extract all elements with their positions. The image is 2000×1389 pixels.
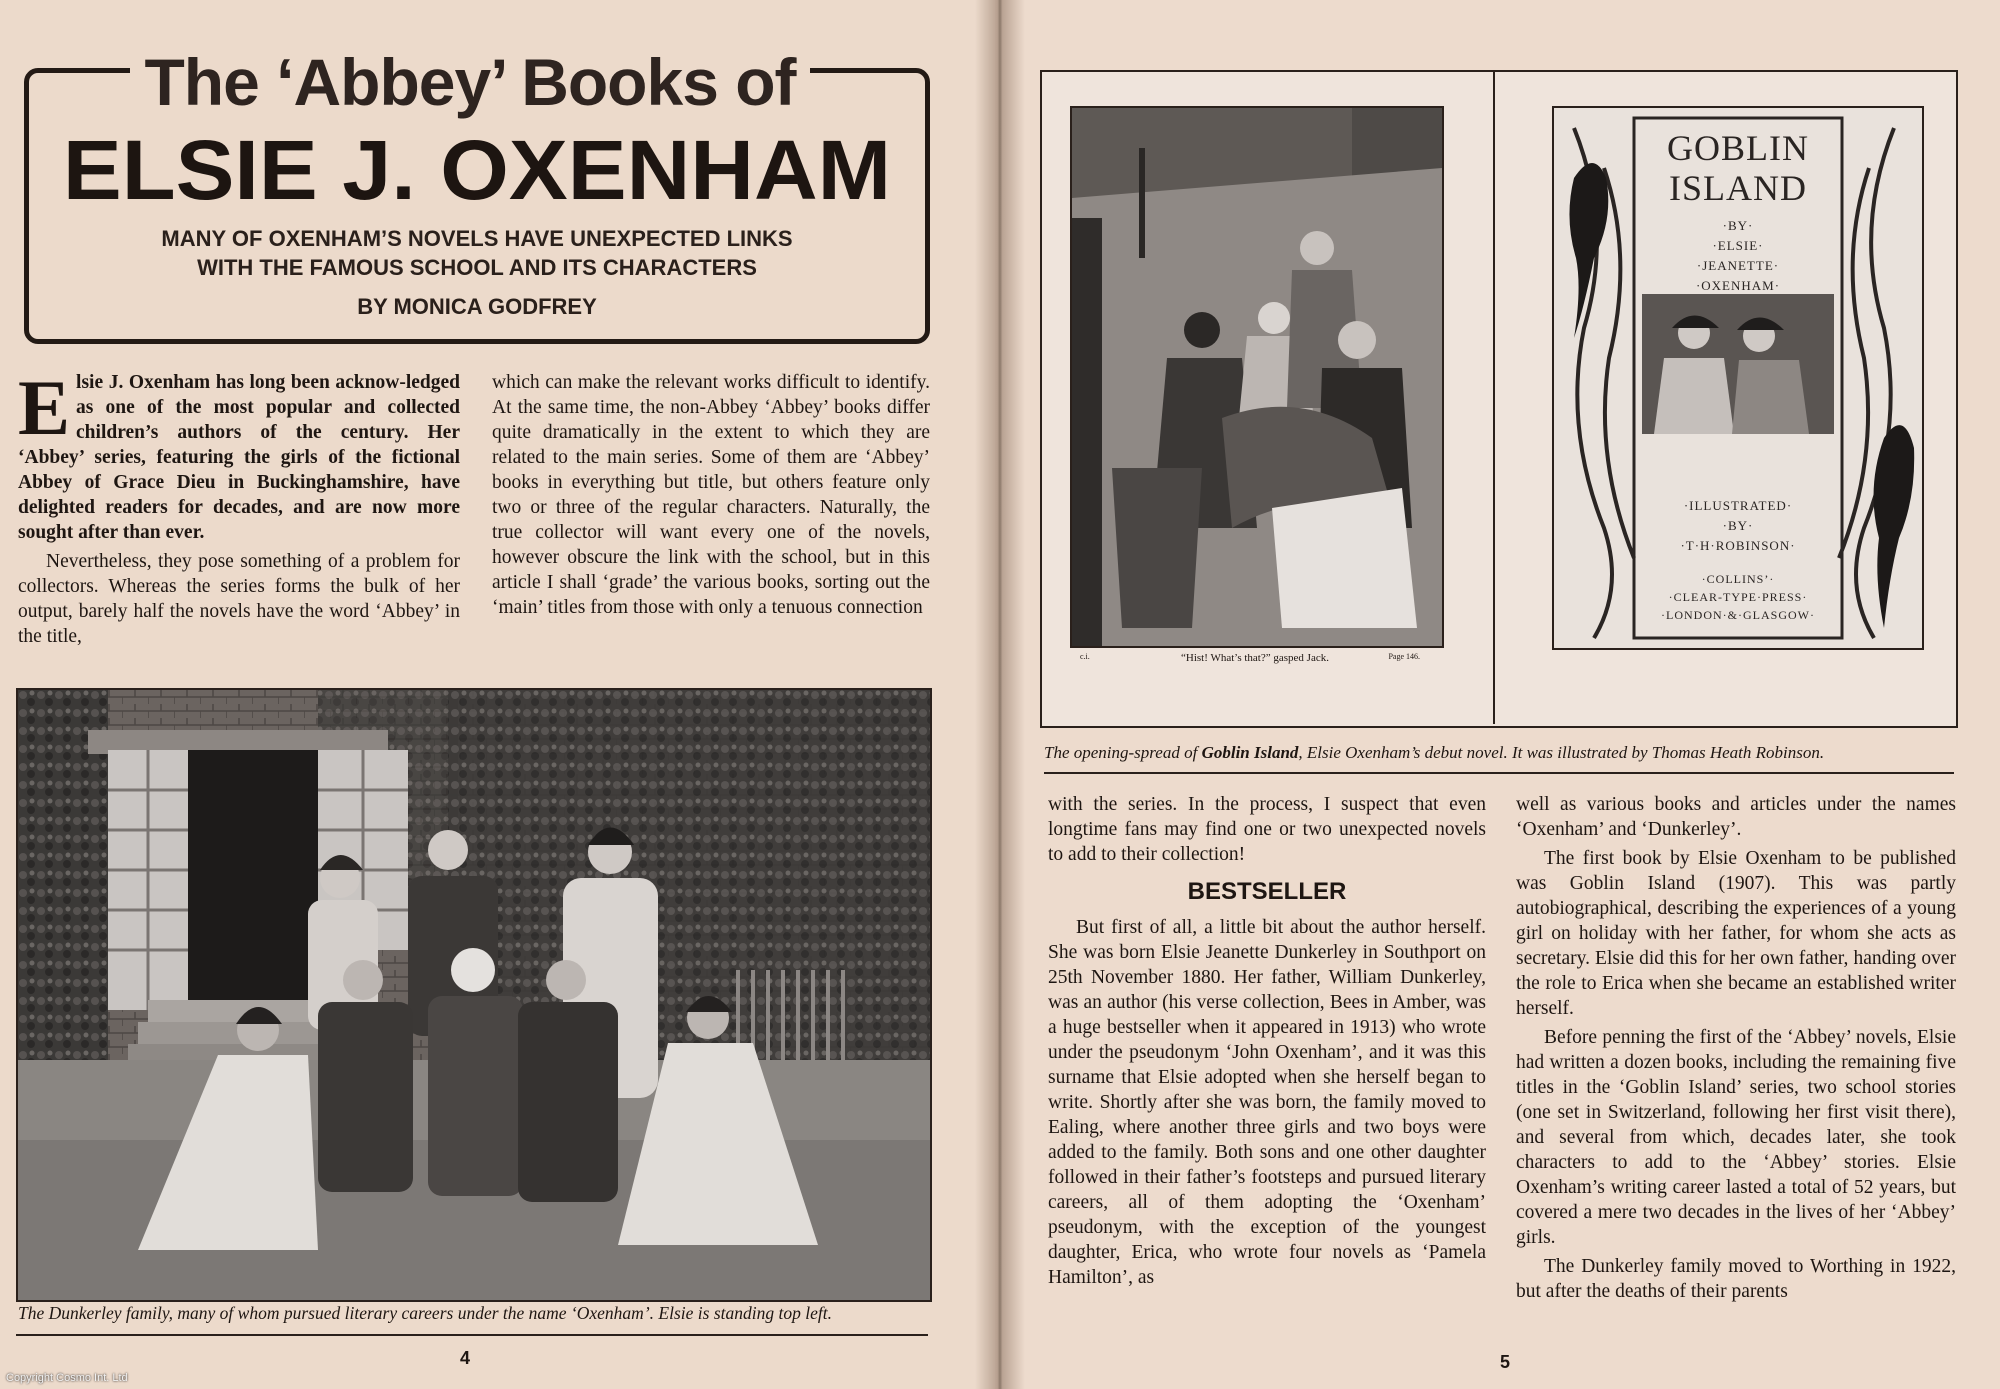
standfirst-line-1: MANY OF OXENHAM’S NOVELS HAVE UNEXPECTED LINKS [161,226,793,251]
book-illustrated-by: ·BY· [1722,518,1754,533]
paragraph: Before penning the first of the ‘Abbey’ novels, Elsie had written a dozen books, including the remaining five titles in the ‘Goblin Island’ series, two school stories (one set in Switzerland, following her first visit there), and several from which, decades later, she took characters to add to the ‘Abbey’ stories. Elsie Oxenham’s writing career lasted a total of 52 years, but covered a mere two decades in the lives of her ‘Abbey’ girls. [1516,1027,1956,1248]
drop-cap: E [18,364,71,451]
title-line-1: The ‘Abbey’ Books of [130,40,810,124]
book-by: ·BY· [1722,218,1754,233]
book-publisher-line-2: ·CLEAR-TYPE·PRESS· [1668,590,1808,604]
plate-mark-right: Page 146. [1388,652,1420,661]
caption-rule [1044,772,1954,774]
paragraph: The Dunkerley family moved to Worthing in 1922, but after the deaths of their parents [1516,1256,1956,1302]
spread-caption-text-end: , Elsie Oxenham’s debut novel. It was illustrated by Thomas Heath Robinson. [1298,743,1825,762]
book-publisher [1634,570,1842,624]
standfirst [24,224,930,282]
footer-rule [16,1334,928,1336]
illustration-image [1072,108,1442,646]
frame-divider [1493,72,1495,724]
paragraph: Nevertheless, they pose something of a problem for collectors. Whereas the series forms the bulk of her output, barely half the novels have the word ‘Abbey’ in the title, [18,551,460,647]
right-page [1000,0,2000,1389]
left-column-1 [18,364,460,653]
byline: BY MONICA GODFREY [357,294,597,319]
spread-caption [1044,742,1954,764]
paragraph: with the series. In the process, I suspect that even longtime fans may find one or two unexpected novels to add to their collection! [1048,794,1486,865]
lead-paragraph [18,364,460,545]
photo-caption: The Dunkerley family, many of whom pursued literary careers under the name ‘Oxenham’. Elsie is standing top left. [18,1303,832,1323]
page-number-right: 5 [1500,1352,1511,1372]
title-page [1552,106,1924,650]
page-gutter [975,0,1025,1389]
book-author-line-3: ·OXENHAM· [1695,278,1781,293]
plate-caption: “Hist! What’s that?” gasped Jack. [1181,652,1329,664]
page-number-left: 4 [460,1348,471,1368]
spread-caption-text: The opening-spread of [1044,743,1202,762]
plate-mark-left: c.i. [1080,652,1090,661]
book-illustrated-label: ·ILLUSTRATED· [1683,498,1793,513]
copyright-watermark: Copyright Cosmo Int. Ltd [6,1372,128,1384]
spread-caption-title: Goblin Island [1201,743,1299,762]
lead-text: lsie J. Oxenham has long been acknow-ledged as one of the most popular and collected children’s authors of the century. Her ‘Abbey’ series, featuring the girls of the fictional Abbey of Grace Dieu in Buckinghamshire, have delighted readers for decades, and are now more sought after than ever. [18,372,460,543]
book-author-line-1: ·ELSIE· [1712,238,1764,253]
book-publisher-line-3: ·LONDON·&·GLASGOW· [1661,608,1815,622]
paragraph: well as various books and articles under the names ‘Oxenham’ and ‘Dunkerley’. [1516,794,1956,840]
standfirst-line-2: WITH THE FAMOUS SCHOOL AND ITS CHARACTERS [197,255,757,280]
right-column-1 [1048,792,1486,1294]
left-page [0,0,995,1389]
title-line-2: ELSIE J. OXENHAM [62,123,892,217]
section-heading: BESTSELLER [1187,878,1347,905]
family-photo [16,688,932,1302]
book-illustrator [1634,496,1842,556]
book-author [1634,216,1842,296]
book-illustrator-name: ·T·H·ROBINSON· [1680,538,1796,553]
right-column-2 [1516,792,1956,1308]
left-column-2 [492,370,930,624]
book-author-line-2: ·JEANETTE· [1696,258,1780,273]
paragraph: But first of all, a little bit about the author herself. She was born Elsie Jeanette Dunkerley in Southport on 25th November 1880. Her father, William Dunkerley, was an author (his verse collection, Bees in Amber, was a huge bestseller when it appeared in 1913) who wrote under the pseudonym ‘John Oxenham’, and it was this surname that Elsie adopted when she herself began to write. Shortly after she was born, the family moved to Ealing, where another three girls and two boys were added to the family. Both sons and one other daughter followed in their father’s footsteps and pursued literary careers, all of them adopting the ‘Oxenham’ pseudonym, with the exception of the youngest daughter, Erica, who wrote four novels as ‘Pamela Hamilton’, as [1048,917,1486,1288]
illustration-plate [1070,106,1444,648]
paragraph: which can make the relevant works difficult to identify. At the same time, the non-Abbey ‘Abbey’ books differ quite dramatically in the extent to which they are related to the main series. Some of them are ‘Abbey’ books in everything but title, but others feature only two or three of the regular characters. Naturally, the true collector will want every one of the novels, however obscure the link with the school, but in this article I shall ‘grade’ the various books, sorting out the ‘main’ titles from those with only a tenuous connection [492,372,930,618]
book-title-line-1: GOBLIN [1667,128,1809,168]
book-title [1634,128,1842,208]
book-publisher-line-1: ·COLLINS’· [1701,572,1775,586]
family-photo-image [18,690,930,1300]
paragraph: The first book by Elsie Oxenham to be published was Goblin Island (1907). This was partly autobiographical, describing the experiences of a young girl on holiday with her father, for whom she acts as secretary. Elsie did this for her own father, handing over the role to Erica when she became an established writer herself. [1516,848,1956,1019]
plate-caption-row [1070,652,1440,664]
book-title-line-2: ISLAND [1669,168,1807,208]
